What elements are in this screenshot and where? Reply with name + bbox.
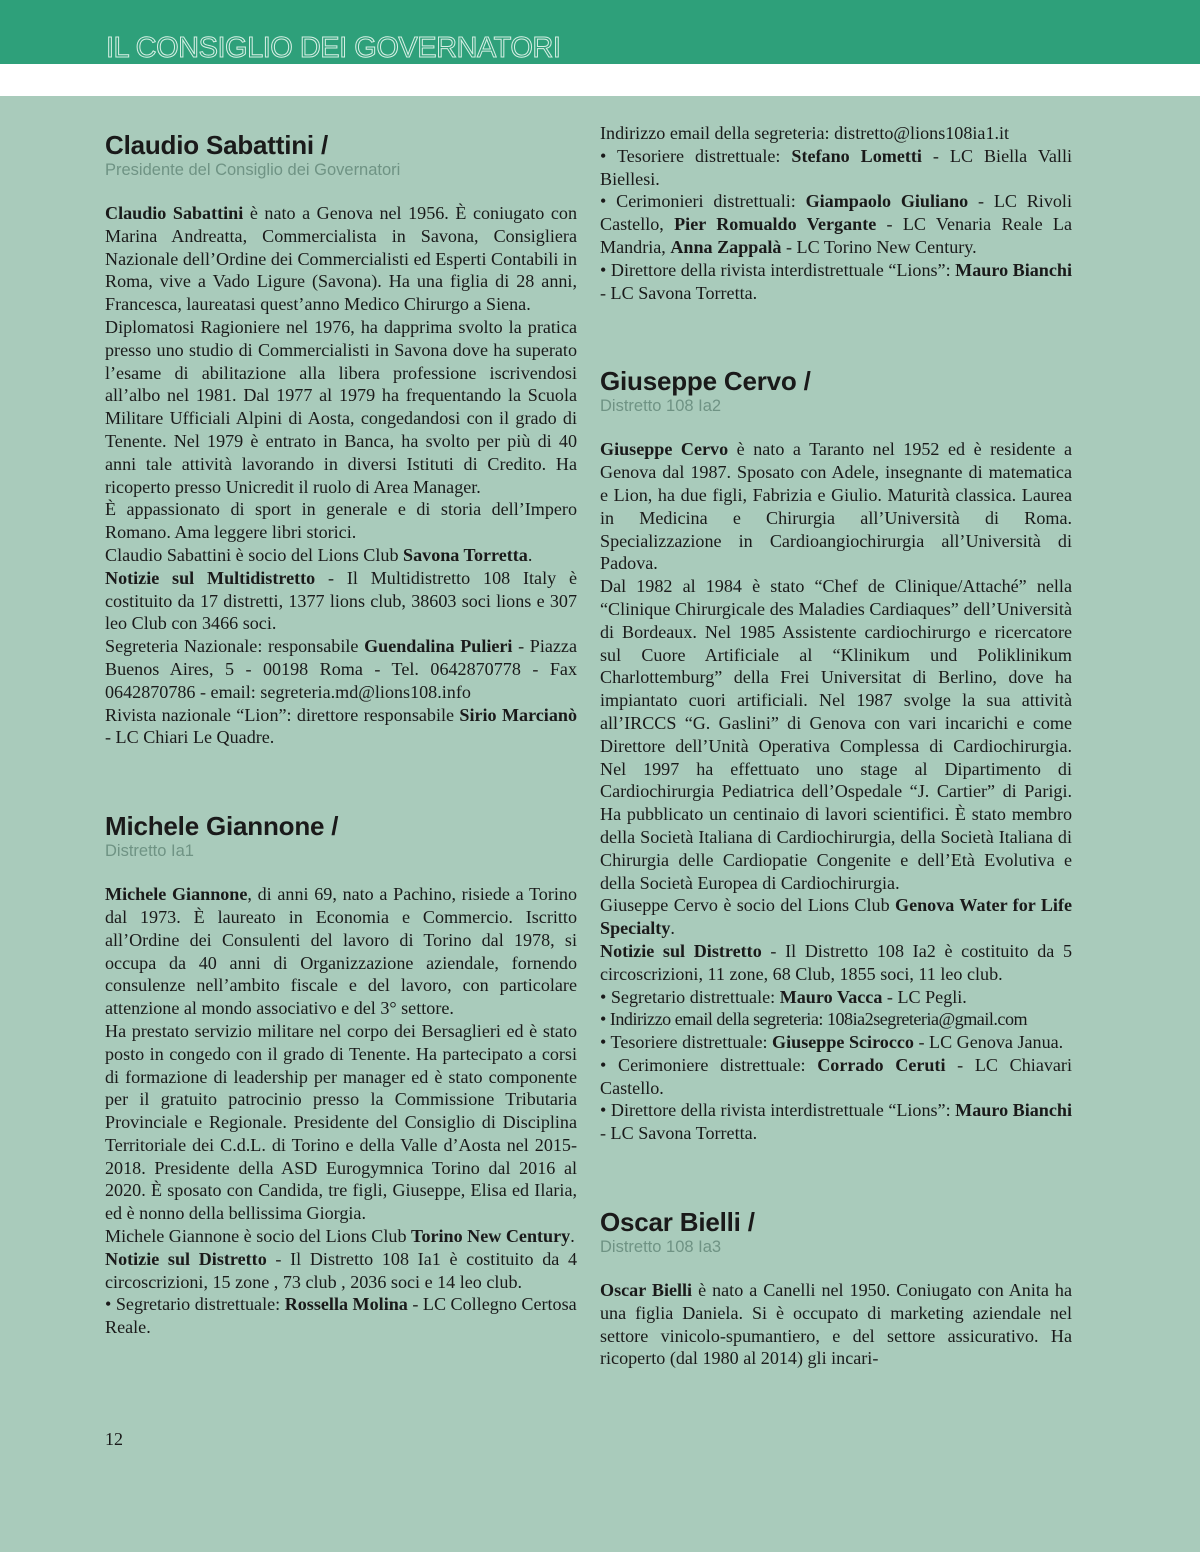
club-name: Savona Torretta: [403, 544, 528, 565]
paragraph-text: , di anni 69, nato a Pachino, risiede a Torino dal 1973. È laureato in Economia e Commercio. Iscritto all’Ordine dei Consulenti del lavoro di Torino dal 1978, si occupa da 40 anni di Organizzazione aziendale, fornendo consulenze nell’ambito fiscale e del lavoro, con particolare attenzione al mondo associativo e del 3° settore.: [105, 884, 577, 1019]
bold-name: Oscar Bielli: [600, 1280, 693, 1301]
paragraph-text: - LC Venaria Reale La Mandria,: [600, 214, 1072, 257]
multidistrict-news: [105, 567, 577, 635]
district-news: [600, 940, 1072, 986]
magazine-director: [600, 1099, 1072, 1145]
paragraph-text: • Segretario distrettuale:: [600, 986, 780, 1007]
header-strip: [0, 64, 1200, 96]
secretariat-email: Indirizzo email della segreteria: distretto@lions108ia1.it: [600, 123, 1010, 143]
paragraph-text: .: [670, 918, 675, 939]
bio-paragraph: Diplomatosi Ragioniere nel 1976, ha dapprima svolto la pratica presso uno studio di Commercialisti in Savona dove ha superato l’esame di abilitazione alla libera professione iscrivendosi all’albo nel 1981. Dal 1977 al 1979 ha frequentando la Scuola Militare Ufficiali Alpini di Aosta, congedandosi con il grado di Tenente. Nel 1979 è entrato in Banca, ha svolto per più di 40 anni tale attività lavorando in diversi Istituti di Credito. Ha ricoperto presso Unicredit il ruolo di Area Manager.: [105, 316, 577, 497]
profile-role: Distretto Ia1: [105, 842, 194, 861]
profile-role: Distretto 108 Ia3: [600, 1238, 722, 1257]
profile-giannone-continued: [600, 122, 1072, 304]
left-column: [105, 130, 577, 1339]
profile-name: Giuseppe Cervo /: [600, 366, 811, 397]
page-number: 12: [105, 1429, 123, 1449]
paragraph-text: - LC Savona Torretta.: [600, 282, 758, 303]
paragraph-text: .: [570, 1226, 575, 1247]
profile-name: Oscar Bielli /: [600, 1207, 755, 1238]
club-name: Torino New Century: [411, 1226, 571, 1247]
district-ceremonial-officer: [600, 1054, 1072, 1100]
paragraph-text: è nato a Canelli nel 1950. Coniugato con Anita ha una figlia Daniela. Si è occupato di marketing aziendale nel settore vinicolo-spumantiero, e del settore assicurativo. Ha ricoperto (dal 1980 al 2014) gli incari-: [600, 1280, 1072, 1369]
club-membership: [105, 544, 577, 567]
paragraph-text: • Tesoriere distrettuale:: [600, 1032, 773, 1053]
paragraph-text: - LC Pegli.: [882, 986, 967, 1007]
paragraph-text: Rivista nazionale “Lion”: direttore responsabile: [105, 704, 460, 725]
bio-paragraph: [105, 202, 577, 316]
paragraph-text: • Segretario distrettuale:: [105, 1294, 285, 1315]
national-magazine: [105, 704, 577, 750]
paragraph-text: - LC Rivoli Castello,: [600, 191, 1072, 235]
person-name: Anna Zappalà: [670, 236, 782, 257]
magazine-director: [600, 259, 1072, 305]
national-secretariat: [105, 635, 577, 703]
paragraph-text: Claudio Sabattini è socio del Lions Club: [105, 544, 404, 565]
district-secretary: [600, 986, 1072, 1009]
paragraph-text: - LC Biella Valli Biellesi.: [600, 145, 1072, 189]
news-heading: Notizie sul Distretto: [600, 940, 762, 961]
district-secretary: [105, 1293, 577, 1339]
paragraph-text: - Il Distretto 108 Ia2 è costituito da 5 circoscrizioni, 11 zone, 68 Club, 1855 soci, 11 leo club.: [600, 940, 1072, 984]
paragraph-text: • Cerimoniere distrettuale:: [600, 1054, 818, 1075]
paragraph-text: - LC Savona Torretta.: [600, 1123, 758, 1144]
paragraph-text: - Il Distretto 108 Ia1 è costituito da 4 circoscrizioni, 15 zone , 73 club , 2036 soci e 14 leo club.: [105, 1248, 577, 1292]
club-membership: [600, 894, 1072, 940]
bio-paragraph: Dal 1982 al 1984 è stato “Chef de Clinique/Attaché” nella “Clinique Chirurgicale des Maladies Cardiaques” dell’Università di Bordeaux. Nel 1985 Assistente cardiochirurgo e ricercatore sul Cuore Artificiale al “Klinikum und Poliklinikum Charlottemburg” della Frei Universitat di Berlino, dove ha impiantato cuori artificiali. Nel 1987 svolge la sua attività all’IRCCS “G. Gaslini” di Genova con vari incarichi e come Direttore dell’Unità Operativa Complessa di Cardiochirurgia. Nel 1997 ha effettuato uno stage al Dipartimento di Cardiochirurgia Pediatrica dell’Ospedale “J. Cartier” di Parigi. Ha pubblicato un centinaio di lavori scientifici. È stato membro della Società Italiana di Cardiochirurgia, della Società Italiana di Chirurgia delle Cardiopatie Congenite e dell’Età Evolutiva e della Società Europea di Cardiochirurgia.: [600, 576, 1072, 893]
profile-giannone: [105, 811, 577, 1339]
paragraph-text: - LC Chiavari Castello.: [600, 1054, 1072, 1098]
secretariat-email: • Indirizzo email della segreteria: 108ia2segreteria@gmail.com: [600, 1009, 1028, 1030]
person-name: Pier Romualdo Vergante: [674, 214, 877, 235]
district-treasurer: [600, 1031, 1072, 1054]
bio-paragraph: [600, 438, 1072, 575]
paragraph-text: Giuseppe Cervo è socio del Lions Club: [600, 895, 896, 916]
person-name: Giuseppe Scirocco: [772, 1032, 914, 1053]
right-column: [600, 122, 1072, 1370]
paragraph-text: Segreteria Nazionale: responsabile: [105, 636, 365, 657]
news-heading: Notizie sul Multidistretto: [105, 567, 316, 588]
news-heading: Notizie sul Distretto: [105, 1248, 267, 1269]
district-news: [105, 1248, 577, 1294]
paragraph-text: • Cerimonieri distrettuali:: [600, 191, 806, 212]
bio-paragraph: È appassionato di sport in generale e di storia dell’Impero Romano. Ama leggere libri storici.: [105, 499, 577, 543]
profile-name: Michele Giannone /: [105, 811, 339, 842]
paragraph-text: - LC Chiari Le Quadre.: [105, 727, 275, 748]
profile-cervo: [600, 366, 1072, 1145]
person-name: Stefano Lometti: [791, 145, 922, 166]
person-name: Sirio Marcianò: [459, 704, 577, 725]
paragraph-text: è nato a Genova nel 1956. È coniugato con Marina Andreatta, Commercialista in Savona, Consigliera Nazionale dell’Ordine dei Commercialisti ed Esperti Contabili in Roma, vive a Vado Ligure (Savona). Ha una figlia di 28 anni, Francesca, laureatasi quest’anno Medico Chirurgo a Siena.: [105, 203, 577, 315]
profile-role: Distretto 108 Ia2: [600, 397, 722, 416]
bold-name: Giuseppe Cervo: [600, 439, 729, 460]
club-membership: [105, 1225, 577, 1248]
bold-name: Michele Giannone: [105, 884, 248, 905]
profile-role: Presidente del Consiglio dei Governatori: [105, 161, 401, 179]
profile-sabattini: [105, 130, 577, 749]
person-name: Rossella Molina: [284, 1294, 408, 1315]
bio-paragraph: Ha prestato servizio militare nel corpo dei Bersaglieri ed è stato posto in congedo con il grado di Tenente. Ha partecipato a corsi di formazione di leadership per manager ed è stato componente per il gratuito patrocinio presso la Commissione Tributaria Provinciale e Regionale. Presidente del Consiglio di Disciplina Territoriale dei C.d.L. di Torino e della Valle d’Aosta nel 2015-2018. Presidente della ASD Eurogymnica Torino dal 2016 al 2020. È sposato con Candida, tre figli, Giuseppe, Elisa ed Ilaria, ed è nonno della bellissima Giorgia.: [105, 1020, 577, 1224]
bold-name: Claudio Sabattini: [105, 203, 244, 223]
person-name: Mauro Bianchi: [955, 259, 1072, 280]
district-treasurer: [600, 145, 1072, 191]
bio-paragraph: [600, 1279, 1072, 1370]
club-name: Genova Water for Life Specialty: [600, 895, 1072, 939]
paragraph-text: è nato a Taranto nel 1952 ed è residente a Genova dal 1987. Sposato con Adele, insegnante di matematica e Lion, ha due figli, Fabrizia e Giulio. Maturità classica. Laurea in Medicina e Chirurgia all’Università di Roma. Specializzazione in Cardioangiochirurgia all’Università di Padova.: [600, 439, 1072, 574]
person-name: Mauro Bianchi: [955, 1100, 1072, 1121]
profile-name: Claudio Sabattini /: [105, 130, 328, 160]
profile-bielli: [600, 1207, 1072, 1370]
paragraph-text: - Il Multidistretto 108 Italy è costituito da 17 distretti, 1377 lions club, 38603 soci lions e 307 leo Club con 3466 soci.: [105, 567, 577, 634]
paragraph-text: • Tesoriere distrettuale:: [600, 145, 792, 166]
paragraph-text: - Piazza Buenos Aires, 5 - 00198 Roma - Tel. 0642870778 - Fax 0642870786 - email: segreteria.md@lions108.info: [105, 636, 577, 702]
paragraph-text: .: [527, 544, 533, 565]
paragraph-text: - LC Genova Janua.: [913, 1032, 1064, 1053]
paragraph-text: - LC Collegno Certosa Reale.: [105, 1294, 577, 1338]
bio-paragraph: [105, 883, 577, 1020]
person-name: Giampaolo Giuliano: [805, 191, 969, 212]
paragraph-text: Michele Giannone è socio del Lions Club: [105, 1226, 412, 1247]
person-name: Mauro Vacca: [779, 986, 883, 1007]
district-ceremonial-officers: [600, 190, 1072, 258]
section-title: IL CONSIGLIO DEI GOVERNATORI: [106, 32, 561, 64]
paragraph-text: • Direttore della rivista interdistrettuale “Lions”:: [600, 259, 956, 280]
person-name: Corrado Ceruti: [817, 1054, 946, 1075]
paragraph-text: • Direttore della rivista interdistrettuale “Lions”:: [600, 1100, 956, 1121]
paragraph-text: - LC Torino New Century.: [781, 236, 977, 257]
person-name: Guendalina Pulieri: [364, 636, 513, 657]
